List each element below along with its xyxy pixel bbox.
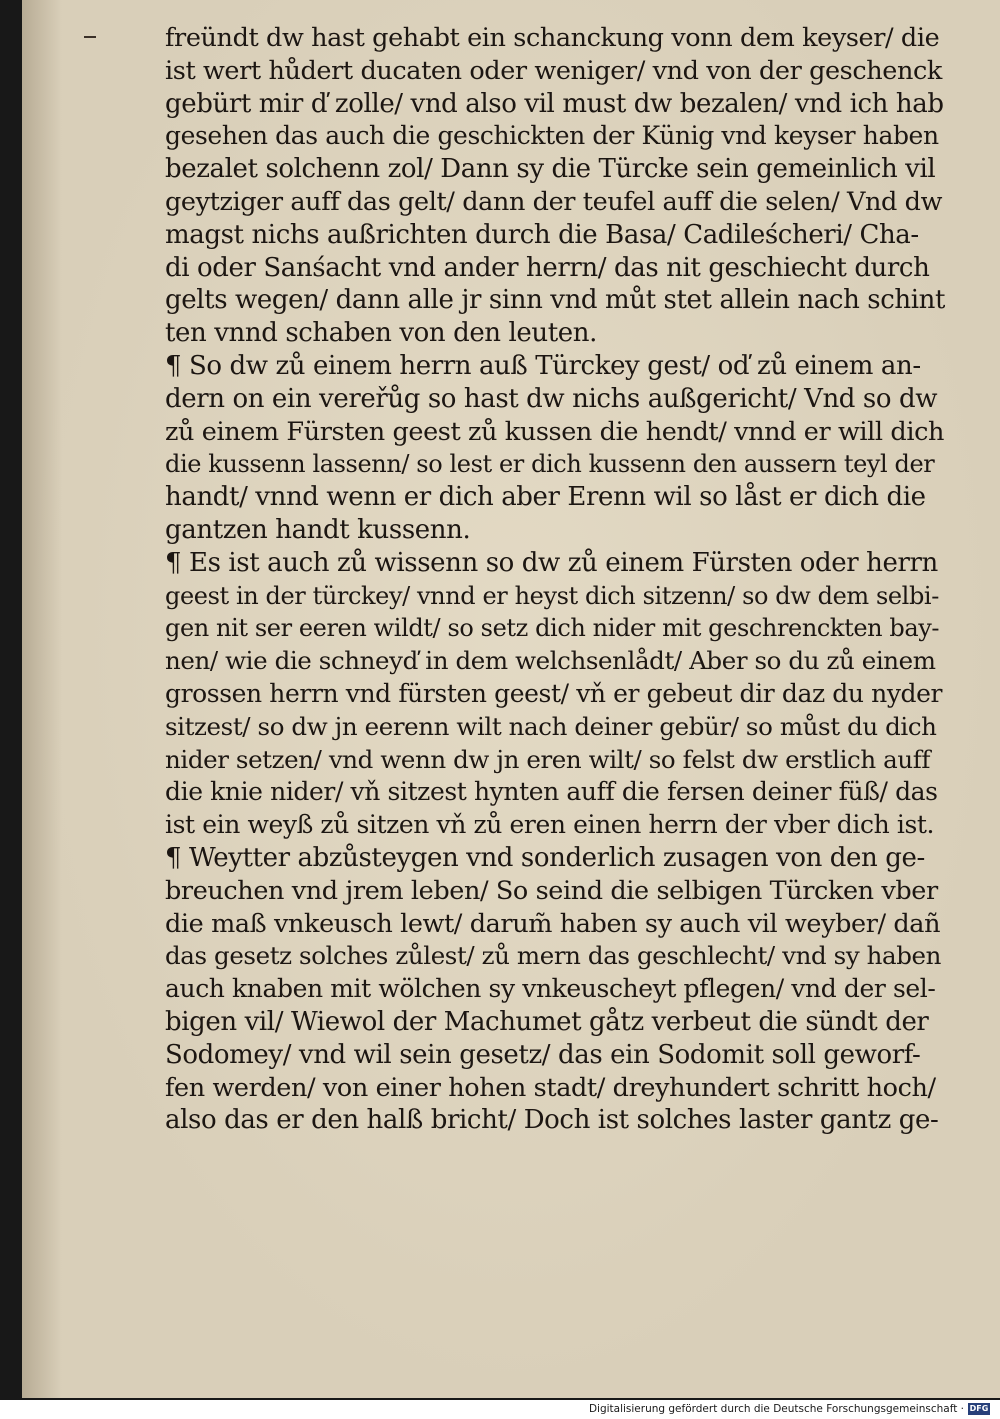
- text-line: gantzen handt kussenn.: [165, 514, 471, 545]
- text-line: di oder Sanśacht vnd ander herrn/ das nit geschiecht durch: [165, 252, 930, 283]
- text-line: nen/ wie die schneyď in dem welchsenlådt/ Aber so du zů einem: [165, 646, 936, 676]
- text-line: sitzest/ so dw jn eerenn wilt nach deiner gebür/ so můst du dich: [165, 711, 937, 741]
- text-line: ist ein weyß zů sitzen vň zů eren einen herrn der vber dich ist.: [165, 810, 935, 840]
- text-line: nider setzen/ vnd wenn dw jn eren wilt/ so felst dw erstlich auff: [165, 744, 931, 774]
- text-line: ¶ Weytter abzůsteygen vnd sonderlich zusagen von den ge-: [165, 842, 925, 873]
- text-line: ¶ So dw zů einem herrn auß Türckey gest/ oď zů einem an-: [165, 350, 921, 381]
- text-line: ¶ Es ist auch zů wissenn so dw zů einem Fürsten oder herrn: [165, 547, 938, 578]
- text-line: bigen vil/ Wiewol der Machumet gåtz verbeut die sündt der: [165, 1006, 929, 1037]
- text-line: die maß vnkeusch lewt/ darum̃ haben sy auch vil weyber/ dañ: [165, 908, 941, 939]
- text-line: ten vnnd schaben von den leuten.: [165, 318, 598, 349]
- text-line: magst nichs außrichten durch die Basa/ Cadileścheri/ Cha-: [165, 219, 919, 250]
- footer-bar: [0, 1400, 1000, 1419]
- text-line: geest in der türckey/ vnnd er heyst dich sitzenn/ so dw dem selbi-: [165, 581, 939, 610]
- dfg-logo-icon: DFG: [969, 1404, 989, 1413]
- footer-credit: Digitalisierung gefördert durch die Deutsche Forschungsgemeinschaft ·: [588, 1403, 964, 1415]
- text-line: auch knaben mit wölchen sy vnkeuscheyt pflegen/ vnd der sel-: [165, 974, 936, 1004]
- text-line: die knie nider/ vň sitzest hynten auff die fersen deiner füß/ das: [165, 777, 938, 807]
- text-line: bezalet solchenn zol/ Dann sy die Türcke sein gemeinlich vil: [165, 154, 936, 185]
- text-line: gesehen das auch die geschickten der Künig vnd keyser haben: [165, 121, 939, 151]
- text-line: Sodomey/ vnd wil sein gesetz/ das ein Sodomit soll geworf-: [165, 1039, 921, 1070]
- text-line: die kussenn lassenn/ so lest er dich kussenn den aussern teyl der: [165, 450, 935, 479]
- text-line: breuchen vnd jrem leben/ So seind die selbigen Türcken vber: [165, 875, 938, 906]
- text-line: grossen herrn vnd fürsten geest/ vň er gebeut dir daz du nyder: [165, 678, 943, 708]
- text-line: geytziger auff das gelt/ dann der teufel auff die selen/ Vnd dw: [165, 186, 942, 217]
- text-line: fen werden/ von einer hohen stadt/ dreyhundert schritt hoch/: [165, 1072, 936, 1103]
- text-line: also das er den halß bricht/ Doch ist solches laster gantz ge-: [165, 1105, 939, 1136]
- text-line: gen nit ser eeren wildt/ so setz dich nider mit geschrenckten bay-: [165, 614, 940, 643]
- text-line: gelts wegen/ dann alle jr sinn vnd můt stet allein nach schint: [165, 285, 945, 316]
- text-line: handt/ vnnd wenn er dich aber Erenn wil so låst er dich die: [165, 482, 926, 513]
- margin-mark: [84, 36, 96, 38]
- text-line: gebürt mir ď zolle/ vnd also vil must dw bezalen/ vnd ich hab: [165, 88, 944, 119]
- text-line: ist wert hůdert ducaten oder weniger/ vnd von der geschenck: [165, 55, 942, 86]
- text-line: dern on ein vereřůg so hast dw nichs außgericht/ Vnd so dw: [165, 383, 938, 414]
- page-text: [165, 22, 945, 1137]
- text-line: das gesetz solches zůlest/ zů mern das geschlecht/ vnd sy haben: [165, 941, 942, 971]
- text-line: freündt dw hast gehabt ein schanckung vonn dem keyser/ die: [165, 23, 940, 53]
- text-line: zů einem Fürsten geest zů kussen die hendt/ vnnd er will dich: [165, 416, 944, 447]
